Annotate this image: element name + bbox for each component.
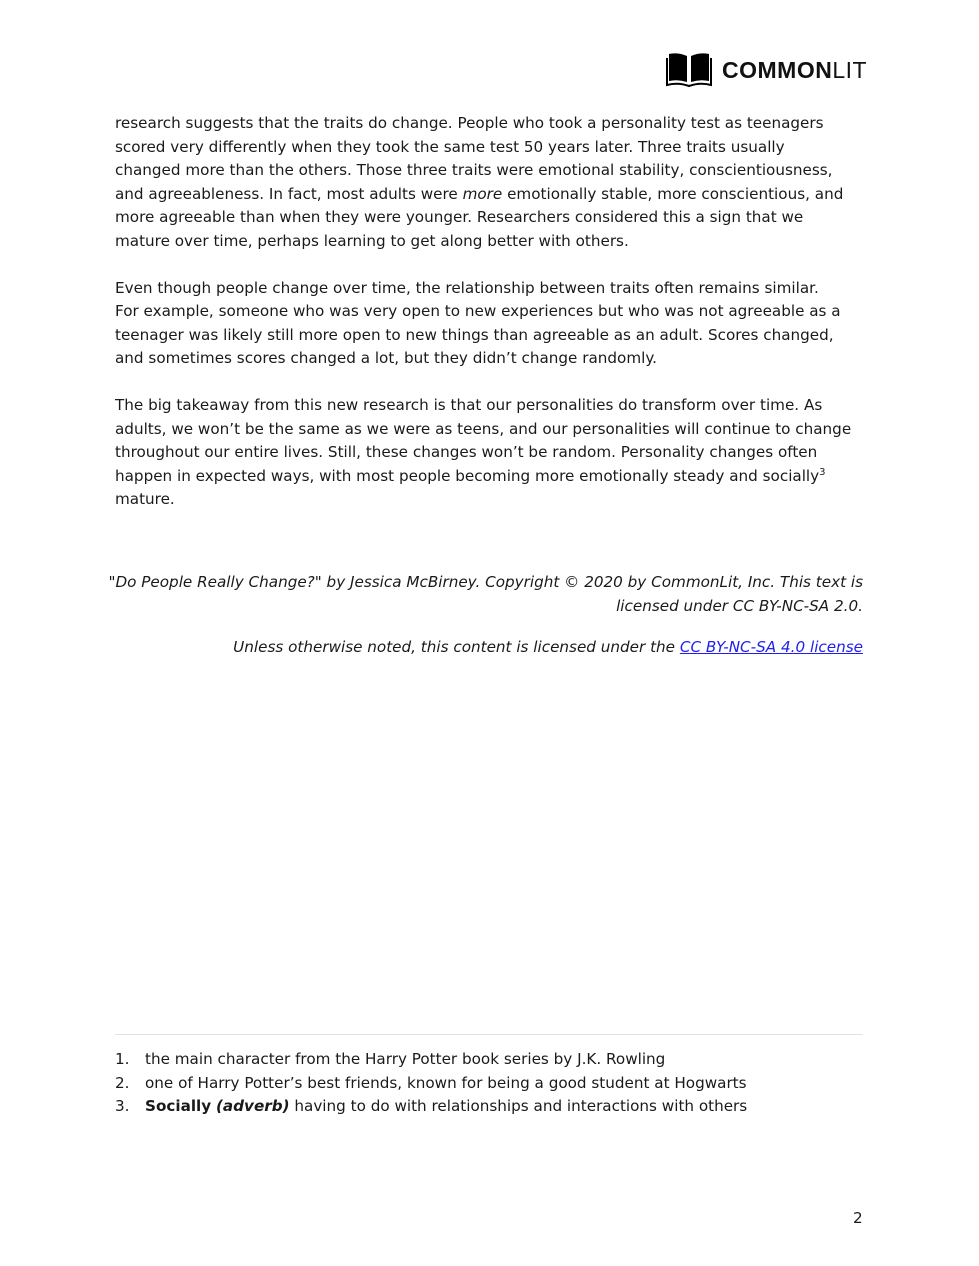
text-line: Even though people change over time, the relationship between traits often remains similar. (115, 278, 819, 297)
logo-text: COMMONLIT (722, 56, 868, 83)
text: happen in expected ways, with most people becoming more emotionally steady and socially (115, 466, 820, 485)
text-line: For example, someone who was very open to new experiences but who was not agreeable as a (115, 302, 841, 320)
text: and agreeableness. In fact, most adults were (115, 184, 463, 203)
license-link[interactable]: CC BY-NC-SA 4.0 license (679, 638, 863, 656)
footnote-number: 1. (115, 1050, 130, 1068)
text-line: mature over time, perhaps learning to get along better with others. (115, 231, 629, 250)
text-line (115, 183, 875, 207)
open-book-icon (666, 52, 712, 88)
text: emotionally stable, more conscientious, and (502, 184, 844, 203)
footnote-item (115, 1072, 747, 1096)
text-line: adults, we won’t be the same as we were as teens, and our personalities will continue to change (115, 419, 852, 438)
footnote-number: 3. (115, 1097, 130, 1115)
footnote-divider (115, 1034, 863, 1035)
paragraph-2 (115, 277, 875, 371)
footnote-ref[interactable]: 3 (819, 466, 826, 478)
footnote-number: 2. (115, 1073, 130, 1092)
footnotes (115, 1048, 747, 1119)
text-line: research suggests that the traits do change. People who took a personality test as teenagers (115, 114, 824, 132)
text-line: scored very differently when they took the same test 50 years later. Three traits usually (115, 137, 785, 156)
page-number: 2 (853, 1209, 863, 1227)
paragraph-1 (115, 112, 875, 253)
text-line: The big takeaway from this new research is that our personalities do transform over time. As (115, 396, 823, 414)
text-line: throughout our entire lives. Still, these changes won’t be random. Personality changes often (115, 443, 818, 461)
citation-line: licensed under CC BY-NC-SA 2.0. (616, 596, 863, 615)
citation-line: "Do People Really Change?" by Jessica McBirney. Copyright © 2020 by CommonLit, Inc. This text is (108, 573, 863, 591)
text-line: changed more than the others. Those three traits were emotional stability, conscientiousness, (115, 161, 833, 179)
footnote-item (115, 1048, 747, 1072)
text-line: and sometimes scores changed a lot, but they didn’t change randomly. (115, 349, 657, 367)
footnote-text: having to do with relationships and interactions with others (289, 1097, 748, 1115)
text-line (115, 465, 875, 489)
emphasis: more (462, 184, 503, 203)
article-body (115, 112, 875, 535)
text-line: teenager was likely still more open to new things than agreeable as an adult. Scores changed, (115, 325, 834, 344)
text-line: mature. (115, 490, 175, 508)
license-note (233, 636, 863, 660)
footnote-item (115, 1095, 747, 1119)
footnote-part-of-speech: (adverb) (215, 1097, 290, 1115)
footnote-text: one of Harry Potter’s best friends, known for being a good student at Hogwarts (145, 1073, 747, 1092)
citation (108, 571, 863, 618)
commonlit-logo (666, 52, 867, 88)
footnote-term: Socially (145, 1097, 212, 1115)
footnote-text: the main character from the Harry Potter book series by J.K. Rowling (145, 1050, 666, 1068)
license-text: Unless otherwise noted, this content is licensed under the (233, 638, 680, 656)
paragraph-3 (115, 394, 875, 512)
text-line: more agreeable than when they were younger. Researchers considered this a sign that we (115, 208, 804, 226)
